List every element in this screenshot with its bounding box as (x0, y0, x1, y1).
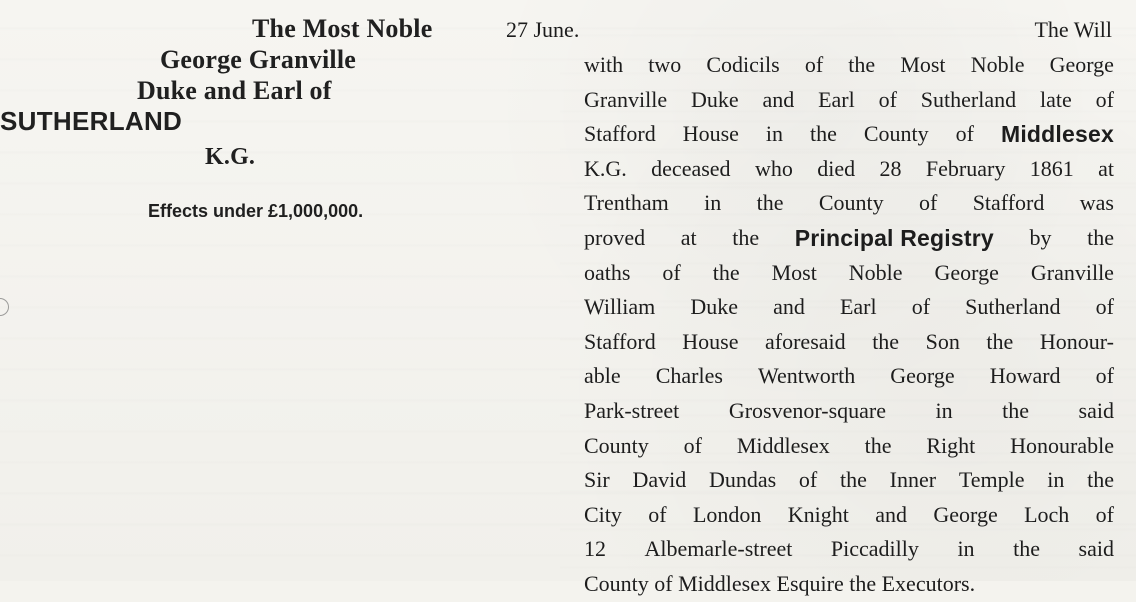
entry-word: County (584, 432, 649, 458)
entry-word: who (754, 155, 793, 181)
entry-word: the (872, 328, 900, 354)
entry-word: Park-street (584, 397, 680, 423)
entry-word: Sutherland (965, 294, 1061, 320)
entry-word: at (680, 224, 697, 250)
entry-line (584, 359, 1114, 394)
entry-word: County (584, 570, 649, 596)
entry-line (584, 325, 1114, 360)
entry-word: 12 (584, 536, 606, 562)
heading-line-1: The Most Noble (252, 14, 433, 43)
entry-word: Noble (970, 52, 1025, 77)
entry-word: in (935, 397, 953, 423)
entry-date: 27 June. (506, 17, 580, 42)
entry-word: the (864, 432, 892, 458)
entry-word: Stafford (584, 121, 656, 147)
entry-word: in (704, 190, 722, 216)
entry-word: Sir (584, 467, 610, 493)
entry-word: Noble (848, 259, 903, 285)
entry-line (584, 498, 1114, 533)
entry-word: House (682, 121, 739, 147)
entry-word: the (849, 570, 877, 596)
entry-word: with (584, 52, 624, 77)
entry-word: Duke (690, 294, 738, 320)
entry-word: the (712, 259, 740, 285)
entry-word: and (773, 294, 805, 320)
entry-word: Granville (584, 86, 668, 112)
entry-word: County (818, 190, 884, 216)
heading-surname: SUTHERLAND (0, 106, 183, 136)
entry-word: the (1013, 536, 1040, 562)
entry-word: of (662, 259, 681, 285)
entry-word: Howard (989, 363, 1061, 389)
probate-heading (0, 14, 500, 224)
entry-word: the (756, 190, 784, 216)
entry-word: Stafford (972, 190, 1045, 216)
entry-word: Earl (818, 86, 855, 112)
entry-word: of (804, 52, 824, 77)
entry-word: House (682, 328, 739, 354)
entry-word: Middlesex (678, 570, 772, 596)
entry-word: Stafford (584, 328, 656, 354)
entry-word: and (875, 501, 908, 527)
entry-word: aforesaid (765, 328, 846, 354)
entry-word: Piccadilly (830, 536, 919, 562)
entry-word: Most (900, 52, 946, 77)
entry-word: of (683, 432, 702, 458)
entry-word: Inner (889, 467, 937, 493)
entry-word: February (925, 155, 1006, 181)
entry-word: Loch (1024, 501, 1070, 527)
entry-word: County (863, 121, 929, 147)
entry-word: Trentham (584, 190, 669, 216)
entry-line (584, 394, 1114, 429)
entry-word: George (933, 501, 998, 527)
heading-line-2: George Granville (160, 45, 356, 74)
entry-word: Most (771, 259, 817, 285)
entry-word: of (919, 190, 938, 216)
entry-word: of (878, 86, 897, 112)
entry-word: the (848, 52, 876, 77)
entry-word: Charles (655, 363, 723, 389)
entry-word: and (762, 86, 795, 112)
heading-line-3: Duke and Earl of (137, 76, 332, 105)
entry-word: George (1049, 52, 1114, 77)
entry-word: the (1087, 224, 1114, 250)
entry-word: Codicils (706, 52, 780, 77)
entry-word: oaths (584, 259, 631, 285)
entry-word: Executors. (881, 570, 976, 596)
entry-word: late (1039, 86, 1072, 112)
entry-word: said (1078, 397, 1114, 423)
entry-word: Earl (839, 294, 877, 320)
registry-emphasis: Principal Registry (794, 224, 994, 251)
entry-word: Esquire (776, 570, 844, 596)
entry-word: proved (584, 224, 646, 250)
entry-word: Wentworth (757, 363, 856, 389)
entry-line (584, 221, 1114, 256)
entry-word: Honourable (1010, 432, 1114, 458)
entry-line (584, 117, 1114, 152)
entry-line (584, 290, 1114, 325)
entry-word: the (1087, 467, 1114, 493)
entry-word: of (1095, 363, 1114, 389)
entry-line (584, 152, 1114, 187)
entry-word: of (654, 570, 673, 596)
entry-word: of (798, 467, 818, 493)
entry-word: the (986, 328, 1014, 354)
entry-word: Grosvenor-square (728, 397, 886, 423)
entry-word: of (911, 294, 931, 320)
probate-entry-text (584, 48, 1114, 602)
entry-word: was (1079, 190, 1114, 216)
entry-word: said (1078, 536, 1114, 562)
entry-word: 1861 (1029, 155, 1074, 181)
entry-word: of (1095, 86, 1114, 112)
entry-word: Knight (787, 501, 849, 527)
entry-line (584, 463, 1114, 498)
entry-word: K.G. (584, 155, 627, 181)
entry-word: of (1095, 294, 1114, 320)
entry-word: 28 (879, 155, 902, 181)
entry-line (584, 186, 1114, 221)
entry-word: the (1002, 397, 1030, 423)
entry-word: the (732, 224, 760, 250)
entry-word: William (584, 294, 656, 320)
entry-word: of (955, 121, 974, 147)
entry-word: deceased (651, 155, 731, 181)
heading-honours: K.G. (205, 144, 256, 170)
entry-word: the (840, 467, 867, 493)
entry-line (584, 256, 1114, 291)
effects-value: Effects under £1,000,000. (148, 201, 364, 221)
entry-word: George (890, 363, 955, 389)
entry-word: George (934, 259, 999, 285)
entry-word: the (810, 121, 837, 147)
entry-word: London (692, 501, 762, 527)
entry-line (584, 48, 1114, 83)
entry-word: able (584, 363, 621, 389)
entry-word: Sutherland (920, 86, 1017, 112)
entry-line (584, 83, 1114, 118)
entry-line (584, 567, 1114, 602)
entry-word: Middlesex (736, 432, 830, 458)
entry-word: in (957, 536, 975, 562)
entry-word: by (1029, 224, 1052, 250)
page-edge-mark (0, 298, 9, 316)
entry-word: Temple (958, 467, 1025, 493)
entry-word: Dundas (708, 467, 777, 493)
entry-word: Honour- (1039, 328, 1114, 354)
will-label: The Will (1034, 17, 1112, 42)
entry-word: of (1095, 501, 1114, 527)
entry-word: City (584, 501, 622, 527)
entry-word: in (1047, 467, 1065, 493)
entry-line (584, 532, 1114, 567)
entry-word: two (648, 52, 682, 77)
entry-word: Albemarle-street (644, 536, 793, 562)
entry-word: Duke (690, 86, 739, 112)
entry-line (584, 429, 1114, 464)
county-emphasis: Middlesex (1000, 121, 1114, 148)
entry-word: Granville (1030, 259, 1114, 285)
entry-word: David (632, 467, 687, 493)
entry-word: Son (925, 328, 960, 354)
entry-word: at (1098, 155, 1114, 181)
entry-word: Right (926, 432, 976, 458)
entry-word: of (648, 501, 667, 527)
entry-word: died (817, 155, 856, 181)
entry-word: in (765, 121, 784, 147)
